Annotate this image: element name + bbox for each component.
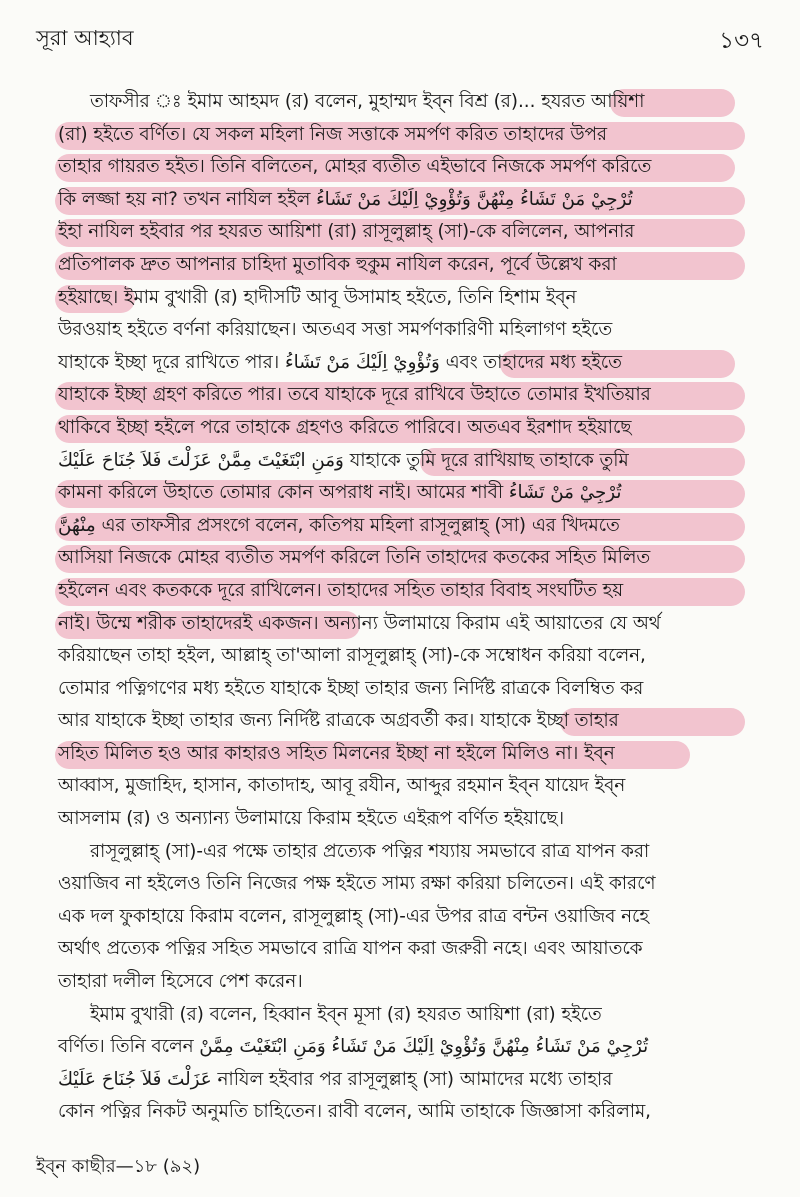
text-line [0,542,800,575]
text-line [0,151,800,184]
line-text: ওয়াজিব না হইলেও তিনি নিজের পক্ষ হইতে সাম্য রক্ষা করিয়া চলিতেন। এই কারণে [58,873,656,895]
page-header [36,22,764,58]
running-title: সূরা আহ্যাব [36,26,134,50]
text-line [0,868,800,901]
text-line [0,347,800,380]
line-text: এক দল ফুকাহায়ে কিরাম বলেন, রাসূলুল্লাহ্ (সা)-এর উপর রাত্র বন্টন ওয়াজিব নহে [58,905,649,927]
line-text: مِنْهُنَّ এর তাফসীর প্রসংগে বলেন, কতিপয় মহিলা রাসূলুল্লাহ্ (সা) এর খিদমতে [58,514,620,536]
line-text: প্রতিপালক দ্রুত আপনার চাহিদা মুতাবিক হুকুম নাযিল করেন, পূর্বে উল্লেখ করা [58,253,617,275]
line-text: যাহাকে ইচ্ছা গ্রহণ করিতে পার। তবে যাহাকে দূরে রাখিবে উহাতে তোমার ইখতিয়ার [58,384,651,406]
line-text: কামনা করিলে উহাতে তোমার কোন অপরাধ নাই। আমের শাবী تُرْجِيْ مَنْ تَشَاءُ [58,482,622,504]
text-line [0,249,800,282]
line-text: সহিত মিলিত হও আর কাহারও সহিত মিলনের ইচ্ছা না হইলে মিলিও না। ইব্ন [58,742,615,764]
line-text: আব্বাস, মুজাহিদ, হাসান, কাতাদাহ, আবূ রযীন, আব্দুর রহমান ইব্ন যায়েদ ইব্ন [58,775,626,797]
text-line [0,86,800,119]
text-line [0,673,800,706]
line-text: ইমাম বুখারী (র) বলেন, হিব্বান ইব্ন মূসা (র) হযরত আয়িশা (রা) হইতে [90,1003,602,1025]
line-text: তাহারা দলীল হিসেবে পেশ করেন। [58,971,303,993]
line-text: তোমার পত্নিগণের মধ্য হইতে যাহাকে ইচ্ছা তাহার জন্য নির্দিষ্ট রাত্রকে বিলম্বিত কর [58,677,644,699]
text-line [0,901,800,934]
text-line [0,933,800,966]
text-line [0,184,800,217]
text-line [0,510,800,543]
line-text: কোন পত্নির নিকট অনুমতি চাহিতেন। রাবী বলেন, আমি তাহাকে জিজ্ঞাসা করিলাম, [58,1101,651,1123]
line-text: অর্থাৎ প্রত্যেক পত্নির সহিত সমভাবে রাত্রি যাপন করা জরুরী নহে। এবং আয়াতকে [58,938,643,960]
line-text: নাই। উম্মে শরীক তাহাদেরই একজন। অন্যান্য উলামায়ে কিরাম এই আয়াতের যে অর্থ [58,612,661,634]
text-line [0,1064,800,1097]
line-text: আর যাহাকে ইচ্ছা তাহার জন্য নির্দিষ্ট রাত্রকে অগ্রবর্তী কর। যাহাকে ইচ্ছা তাহার [58,710,619,732]
line-text: বর্ণিত। তিনি বলেন تُرْجِيْ مَنْ تَشَاءُ مِنْهُنَّ وَتُؤْوِيْ اِلَيْكَ مَنْ تَشَاءُ وَمَنِ ابْتَغَيْتَ مِمَّنْ [58,1036,649,1058]
text-line [0,1096,800,1129]
page-body [0,86,800,1129]
line-text: আসিয়া নিজকে মোহর ব্যতীত সমর্পণ করিলে তিনি তাহাদের কতকের সহিত মিলিত [58,547,651,569]
text-line [0,379,800,412]
line-text: উরওয়াহ হইতে বর্ণনা করিয়াছেন। অতএব সত্তা সমর্পণকারিণী মহিলাগণ হইতে [58,319,613,341]
text-line [0,803,800,836]
line-text: রাসূলুল্লাহ্ (সা)-এর পক্ষে তাহার প্রত্যেক পত্নির শয্যায় সমভাবে রাত্র যাপন করা [90,840,650,862]
line-text: ইহা নাযিল হইবার পর হযরত আয়িশা (রা) রাসূলুল্লাহ্ (সা)-কে বলিলেন, আপনার [58,221,635,243]
line-text: عَزَلْتَ فَلاَ جُنَاحَ عَلَيْكَ নাযিল হইবার পর রাসূলুল্লাহ্ (সা) আমাদের মধ্যে তাহার [58,1068,613,1090]
text-line [0,608,800,641]
line-text: হইলেন এবং কতককে দূরে রাখিলেন। তাহাদের সহিত তাহার বিবাহ সংঘটিত হয় [58,579,624,601]
line-text: তাফসীর ঃ ইমাম আহমদ (র) বলেন, মুহাম্মদ ইব্ন বিশ্র (র)... হযরত আয়িশা [90,91,645,112]
text-line [0,282,800,315]
text-line [0,705,800,738]
text-line [0,738,800,771]
text-line [0,477,800,510]
text-line [0,412,800,445]
line-text: আসলাম (র) ও অন্যান্য উলামায়ে কিরাম হইতে এইরূপ বর্ণিত হইয়াছে। [58,808,565,830]
text-line [0,119,800,152]
line-text: (রা) হইতে বর্ণিত। যে সকল মহিলা নিজ সত্তাকে সমর্পণ করিত তাহাদের উপর [58,123,607,145]
text-line [0,836,800,869]
text-line [0,314,800,347]
text-line [0,575,800,608]
text-line [0,1031,800,1064]
line-text: করিয়াছেন তাহা হইল, আল্লাহ্ তা'আলা রাসূলুল্লাহ্ (সা)-কে সম্বোধন করিয়া বলেন, [58,645,646,667]
line-text: হইয়াছে। ইমাম বুখারী (র) হাদীসটি আবূ উসামাহ হইতে, তিনি হিশাম ইব্ন [58,286,577,308]
text-line [0,770,800,803]
line-text: কি লজ্জা হয় না? তখন নাযিল হইল تُرْجِيْ مَنْ تَشَاءُ مِنْهُنَّ وَتُؤْوِيْ اِلَيْكَ مَنْ تَشَاءُ [58,188,633,210]
text-line [0,640,800,673]
line-text: তাহার গায়রত হইত। তিনি বলিতেন, মোহর ব্যতীত এইভাবে নিজকে সমর্পণ করিতে [58,156,652,178]
text-line [0,999,800,1032]
text-line [0,445,800,478]
line-text: যাহাকে ইচ্ছা দূরে রাখিতে পার। وَتُؤْوِيْ اِلَيْكَ مَنْ تَشَاءُ এবং তাহাদের মধ্য হইতে [58,351,622,373]
text-line [0,216,800,249]
page-footer: ইব্ন কাছীর—১৮ (৯২) [36,1156,201,1177]
line-text: থাকিবে ইচ্ছা হইলে পরে তাহাকে গ্রহণও করিতে পারিবে। অতএব ইরশাদ হইয়াছে [58,416,632,438]
text-line [0,966,800,999]
line-text: وَمَنِ ابْتَغَيْتَ مِمَّنْ عَزَلْتَ فَلاَ جُنَاحَ عَلَيْكَ যাহাকে তুমি দূরে রাখিয়াছ তাহাকে তুমি [58,449,629,471]
page-number: ১৩৭ [719,28,764,54]
